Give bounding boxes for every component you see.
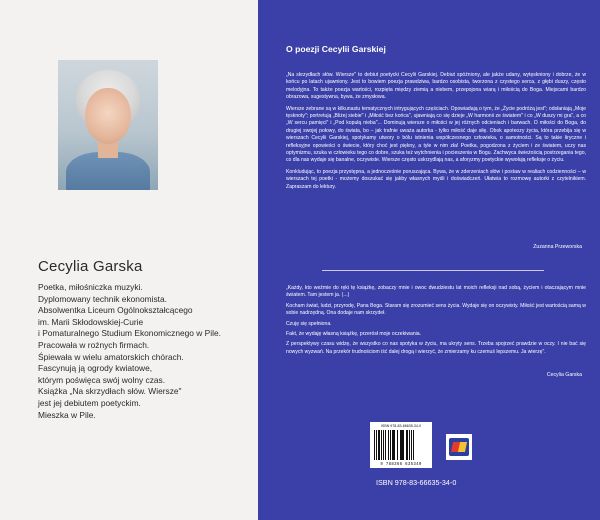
bio-line: Fascynują ją ogrody kwiatowe, — [38, 363, 153, 374]
bio-line: Poetka, miłośniczka muzyki. — [38, 282, 143, 292]
quote-paragraph: „Każdy, kto weźmie do ręki tę książkę, zobaczy mnie i owoc dwudziestu lat moich refleksji nad sobą, życiem i otaczającym mnie światem. Tam jestem ja. (...) — [286, 285, 586, 299]
author-quote — [286, 285, 586, 359]
publisher-logo-icon — [446, 434, 472, 460]
review-title: O poezji Cecylii Garskiej — [286, 44, 386, 54]
quote-paragraph: Czuję się spełniona. — [286, 320, 332, 327]
review-paragraph: Konkludując, to poezja przystępna, a jednocześnie poruszająca. Bywa, że w zderzeniach słów i postaw w realiach codzienności – w wierszach tej poetki - możemy doszukać się jakby własnych myśli i doświadczeń. Ułatwia to rozmowę autorki z czytelnikiem. Zapraszam do lektury. — [286, 168, 586, 190]
reviewer-signature: Zuzanna Przeworska — [533, 244, 582, 250]
bio-line: Książka „Na skrzydłach słów. Wiersze" — [38, 386, 182, 397]
quote-paragraph: Z perspektywy czasu widzę, że wszystko co nas spotyka w życiu, ma ukryty sens. Trzeba spojrzeć prawdzie w oczy. I nie bać się nowych wyzwań. Na przekór trudnościom iść dalej drogą i wierzyć, że zmierzamy ku czemuś lepszemu. Ja wierzę". — [286, 341, 586, 355]
barcode-icon — [374, 430, 428, 460]
review-paragraph: „Na skrzydłach słów. Wiersze" to debiut poetycki Cecylii Garskiej. Debiut spóźniony, ale jakże udany, wytęskniony i dobrze, że w końcu po latach ujawniony. Jest to bowiem poezja prawdziwa, bardzo osobista, tworzona z czystego serca, z głębi duszy, często melodyjna. To także poezja wartości, rozpięta między ziemią a niebem, przepojona wiarą i miłością do Boga. Miejscami bardzo obrazowa, sugestywna, bywa, że zmysłowa. — [286, 72, 586, 101]
barcode-digits: 9 788366 635340 — [380, 463, 422, 467]
right-panel — [258, 0, 600, 520]
quote-author-signature: Cecylia Garska — [546, 372, 582, 378]
bio-line: Dyplomowany technik ekonomista. — [38, 293, 167, 304]
bio-line: którym poświęca swój wolny czas. — [38, 374, 166, 385]
left-panel — [0, 0, 258, 520]
author-photo — [58, 60, 158, 190]
bio-line: jest jej debiutem poetyckim. — [38, 397, 141, 408]
barcode — [370, 422, 432, 468]
quote-paragraph: Kocham świat, ludzi, przyrodę, Pana Boga. Staram się zrozumieć sens życia. Wydaje się on oczywisty. Miłość jest wartością samą w sobie nadrzędną. Ona dodaje nam skrzydeł. — [286, 302, 586, 317]
bio-line: Śpiewała w wielu amatorskich chórach. — [38, 351, 184, 362]
bio-line: Pracowała w rożnych firmach. — [38, 339, 150, 350]
bio-line: Absolwentka Liceum Ogólnokształcącego — [38, 305, 193, 316]
bio-line: Mieszka w Pile. — [38, 409, 96, 420]
author-bio — [38, 282, 253, 421]
barcode-isbn-label: ISBN 978-83-66635-34-0 — [380, 424, 422, 428]
bio-line: i Pomaturalnego Studium Ekonomicznego w Pile. — [38, 328, 221, 339]
quote-paragraph: Fakt, że wydaję własną książkę, przerósł moje oczekiwania. — [286, 331, 422, 338]
bio-line: im. Marii Skłodowskiej-Curie — [38, 316, 144, 327]
section-divider — [322, 270, 544, 271]
review-paragraph: Wiersze zebrane są w kilkunastu tematycznych intrygujących częściach. Opowiadają o tym, że „Życie podróżą jest"; odsłaniają „Moje tęsknoty"; portretują „Bliżej siebie" i „Miłość bez końca", ujawniają co się dzieje „W harmonii ze światem" i co „W duszy mi gra", a co „W sercu pamięci" i „Pod kopułą nieba"... Dominują wiersze o miłości w jej różnych odcieniach i barwach. O miłości do Boga, do drugiej swojej połowy, do świata, bo – jak trafnie uważa autorka - tylko miłość daje siłę. Obok apoteozy życia, która przebija się w wierszach Cecylii Garskiej, spotykamy utwory o bólu istnienia współczesnego człowieka, o samotności. Są to takie liryczne i refleksyjne opowieści o świecie, który choć jest piękny, a tyle w nim zła! Poetka, pogodzona z życiem i ze światem, uczy nas optymizmu, szuka w człowieku tego co dobre, szuka też wytchnienia i pocieszenia w Bogu. Zachwyca świeżością postrzegania tego, co dla nas wydaje się banalne, oczywiste. Wiersze często uskrzydlają nas, a aforyzmy poetyckie wywołują refleksje o życiu. — [286, 105, 586, 164]
isbn-number: ISBN 978-83-66635-34-0 — [376, 478, 457, 487]
author-name: Cecylia Garska — [38, 258, 143, 275]
review-text — [286, 72, 586, 195]
